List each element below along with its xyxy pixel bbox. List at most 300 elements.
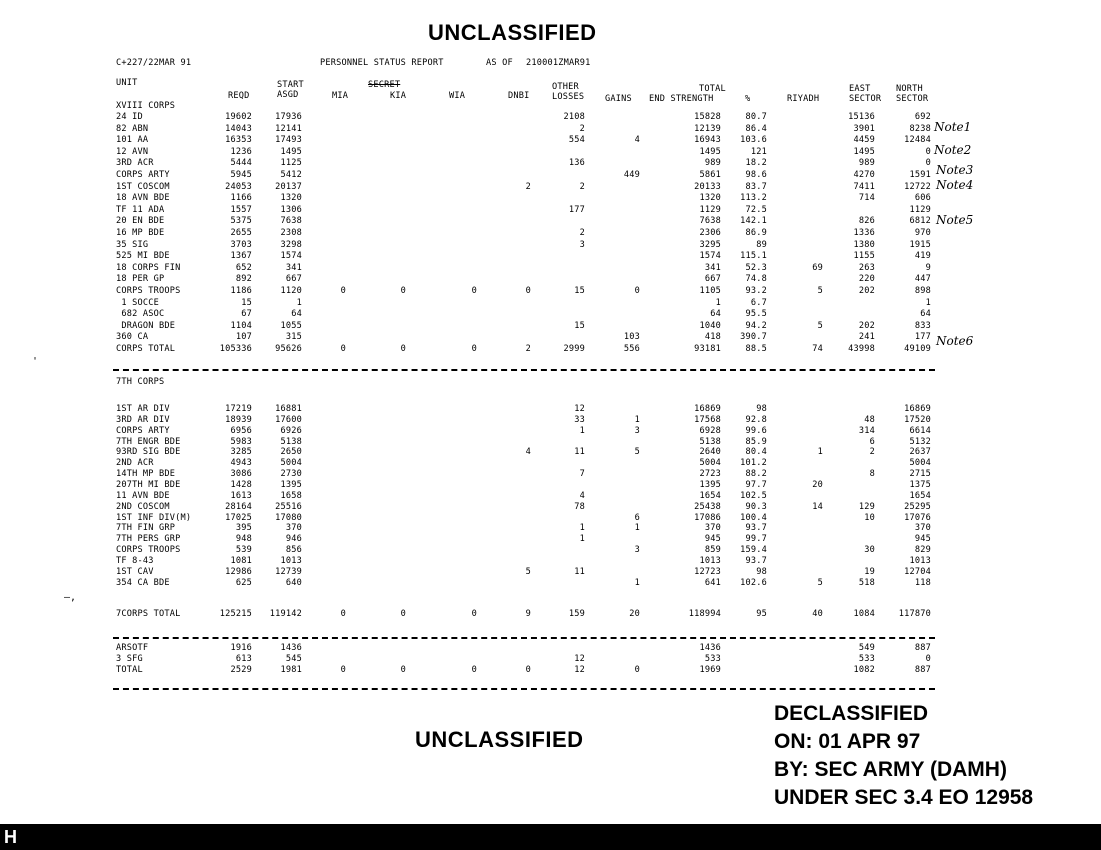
header-dnbi: DNBI — [508, 91, 530, 101]
header-reqd: REQD — [228, 91, 250, 101]
vii-row-dnbi: 4 — [525, 447, 531, 458]
xviii-row-reqd: 107 — [235, 332, 252, 343]
xviii-row-mia: 0 — [340, 286, 346, 296]
header-secret: SECRET — [368, 80, 401, 90]
xviii-row-north-sector: 1591 — [909, 170, 931, 180]
xviii-row-east-sector: 1495 — [853, 146, 875, 157]
xviii-row-riyadh: 69 — [812, 262, 823, 273]
xviii-row-dnbi: 0 — [525, 286, 531, 296]
vii-row-start-asgd: 6926 — [280, 425, 302, 436]
xviii-row-end-strength: 989 — [704, 158, 721, 169]
xviii-row-start-asgd: 3298 — [280, 239, 302, 250]
vii-row-north-sector: 2637 — [909, 447, 931, 458]
vii-total-dnbi: 9 — [525, 609, 531, 619]
xviii-row-unit: 3RD ACR — [116, 158, 154, 169]
arsotf-row-start-asgd: 545 — [285, 654, 302, 665]
vii-row-gains: 1 — [634, 577, 640, 588]
vii-row-east-sector: 314 — [858, 425, 875, 436]
arsotf-row-end-strength: 533 — [704, 654, 721, 665]
vii-row-pct: 93.7 — [745, 523, 767, 534]
vii-total-riyadh: 40 — [812, 609, 823, 619]
xviii-row-north-sector: 833 — [914, 320, 931, 331]
vii-row-end-strength: 945 — [704, 534, 721, 545]
xviii-row-north-sector: 12484 — [904, 135, 931, 146]
vii-row-start-asgd: 25516 — [275, 501, 302, 512]
xviii-row-end-strength: 1320 — [699, 193, 721, 204]
xviii-row-riyadh: 5 — [817, 320, 823, 331]
vii-row-start-asgd: 2650 — [280, 447, 302, 458]
vii-row-end-strength: 2640 — [699, 447, 721, 458]
vii-row-reqd: 12986 — [225, 566, 252, 577]
vii-row-north-sector: 829 — [914, 545, 931, 556]
handwritten-note-3: Note3 — [936, 163, 974, 177]
xviii-row-kia: 0 — [400, 344, 406, 354]
xviii-row-unit: CORPS ARTY — [116, 170, 170, 180]
xviii-row-start-asgd: 17936 — [275, 112, 302, 122]
vii-row-gains: 3 — [634, 425, 640, 436]
xviii-row-unit: 16 MP BDE — [116, 228, 165, 238]
vii-row-end-strength: 6928 — [699, 425, 721, 436]
xviii-row-unit: CORPS TOTAL — [116, 344, 176, 354]
xviii-row-reqd: 5375 — [230, 216, 252, 227]
xviii-row-east-sector: 202 — [858, 286, 875, 296]
xviii-row-start-asgd: 1320 — [280, 193, 302, 204]
xviii-row-mia: 0 — [340, 344, 346, 354]
xviii-row-unit: 101 AA — [116, 135, 149, 146]
arsotf-row-reqd: 1916 — [230, 643, 252, 653]
stamp-line-4: UNDER SEC 3.4 EO 12958 — [774, 786, 1034, 809]
vii-row-start-asgd: 856 — [285, 545, 302, 556]
stamp-line-3: BY: SEC ARMY (DAMH) — [774, 758, 1007, 781]
xviii-row-east-sector: 4270 — [853, 170, 875, 180]
vii-row-east-sector: 2 — [869, 447, 875, 458]
xviii-row-reqd: 1367 — [230, 251, 252, 262]
vii-row-pct: 159.4 — [740, 545, 767, 556]
vii-total-mia: 0 — [340, 609, 346, 619]
vii-row-end-strength: 17568 — [694, 414, 721, 425]
xviii-row-reqd: 1104 — [230, 320, 252, 331]
xviii-row-end-strength: 341 — [704, 262, 721, 273]
xviii-row-north-sector: 0 — [925, 158, 931, 169]
xviii-row-end-strength: 418 — [704, 332, 721, 343]
xviii-row-gains: 556 — [623, 344, 640, 354]
arsotf-row-kia: 0 — [400, 665, 406, 676]
xviii-row-north-sector: 898 — [914, 286, 931, 296]
arsotf-row-east-sector: 549 — [858, 643, 875, 653]
vii-row-other-losses: 1 — [579, 425, 585, 436]
vii-row-east-sector: 10 — [864, 512, 875, 523]
xviii-row-north-sector: 12722 — [904, 181, 931, 192]
xviii-row-start-asgd: 341 — [285, 262, 302, 273]
xviii-row-east-sector: 826 — [858, 216, 875, 227]
divider — [113, 688, 935, 690]
declassification-stamp — [774, 700, 1033, 812]
vii-row-pct: 102.6 — [740, 577, 767, 588]
xviii-row-reqd: 1236 — [230, 146, 252, 157]
report-as-of: 210001ZMAR91 — [526, 58, 591, 68]
vii-row-pct: 102.5 — [740, 490, 767, 501]
vii-row-other-losses: 33 — [574, 414, 585, 425]
vii-row-pct: 88.2 — [745, 469, 767, 480]
xviii-row-end-strength: 2306 — [699, 228, 721, 238]
xviii-row-end-strength: 3295 — [699, 239, 721, 250]
vii-row-start-asgd: 370 — [285, 523, 302, 534]
xviii-row-east-sector: 1155 — [853, 251, 875, 262]
vii-row-east-sector: 129 — [858, 501, 875, 512]
vii-row-other-losses: 12 — [574, 404, 585, 414]
xviii-row-pct: 83.7 — [745, 181, 767, 192]
xviii-row-unit: 82 ABN — [116, 123, 149, 134]
vii-row-pct: 100.4 — [740, 512, 767, 523]
arsotf-row-east-sector: 1082 — [853, 665, 875, 676]
stamp-line-2: ON: 01 APR 97 — [774, 730, 921, 753]
xviii-row-other-losses: 177 — [568, 204, 585, 215]
header-kia: KIA — [390, 91, 407, 101]
vii-row-riyadh: 14 — [812, 501, 823, 512]
xviii-row-reqd: 892 — [235, 274, 252, 285]
xviii-row-pct: 390.7 — [740, 332, 767, 343]
vii-row-pct: 99.6 — [745, 425, 767, 436]
xviii-row-east-sector: 263 — [858, 262, 875, 273]
header-east: EAST SECTOR — [849, 84, 882, 105]
xviii-row-unit: CORPS TROOPS — [116, 286, 181, 296]
vii-row-reqd: 5983 — [230, 436, 252, 447]
vii-row-reqd: 948 — [235, 534, 252, 545]
xviii-row-other-losses: 136 — [568, 158, 585, 169]
xviii-row-dnbi: 2 — [525, 181, 531, 192]
vii-row-north-sector: 5004 — [909, 458, 931, 469]
arsotf-row-north-sector: 887 — [914, 643, 931, 653]
xviii-row-unit: 18 AVN BDE — [116, 193, 170, 204]
xviii-row-reqd: 24053 — [225, 181, 252, 192]
header-north: NORTH SECTOR — [896, 84, 929, 105]
vii-total-north-sector: 117870 — [898, 609, 931, 619]
xviii-row-east-sector: 714 — [858, 193, 875, 204]
xviii-row-end-strength: 1105 — [699, 286, 721, 296]
vii-row-end-strength: 1013 — [699, 555, 721, 566]
vii-total-other-losses: 159 — [568, 609, 585, 619]
vii-row-north-sector: 1375 — [909, 479, 931, 490]
arsotf-row-gains: 0 — [634, 665, 640, 676]
xviii-row-reqd: 652 — [235, 262, 252, 273]
vii-row-other-losses: 1 — [579, 523, 585, 534]
vii-row-pct: 98 — [756, 404, 767, 414]
vii-row-other-losses: 11 — [574, 447, 585, 458]
xviii-row-riyadh: 5 — [817, 286, 823, 296]
vii-row-start-asgd: 640 — [285, 577, 302, 588]
vii-total-start-asgd: 119142 — [269, 609, 302, 619]
section-title-7th-corps: 7TH CORPS — [116, 377, 165, 387]
xviii-row-north-sector: 692 — [914, 112, 931, 122]
xviii-row-gains: 103 — [623, 332, 640, 343]
vii-total-east-sector: 1084 — [853, 609, 875, 619]
xviii-row-end-strength: 20133 — [694, 181, 721, 192]
xviii-row-unit: 20 EN BDE — [116, 216, 165, 227]
vii-row-gains: 1 — [634, 523, 640, 534]
vii-row-reqd: 17025 — [225, 512, 252, 523]
vii-row-start-asgd: 17600 — [275, 414, 302, 425]
vii-row-end-strength: 17086 — [694, 512, 721, 523]
vii-row-gains: 5 — [634, 447, 640, 458]
xviii-row-start-asgd: 2308 — [280, 228, 302, 238]
xviii-row-start-asgd: 1 — [296, 297, 302, 308]
vii-row-unit: 11 AVN BDE — [116, 490, 170, 501]
xviii-row-east-sector: 989 — [858, 158, 875, 169]
xviii-row-unit: 360 CA — [116, 332, 149, 343]
vii-row-unit: 7TH FIN GRP — [116, 523, 176, 534]
xviii-row-gains: 4 — [634, 135, 640, 146]
xviii-row-north-sector: 49109 — [904, 344, 931, 354]
arsotf-row-end-strength: 1969 — [699, 665, 721, 676]
vii-row-north-sector: 17076 — [904, 512, 931, 523]
vii-row-north-sector: 5132 — [909, 436, 931, 447]
xviii-row-north-sector: 1915 — [909, 239, 931, 250]
xviii-row-dnbi: 2 — [525, 344, 531, 354]
arsotf-row-end-strength: 1436 — [699, 643, 721, 653]
xviii-row-reqd: 5444 — [230, 158, 252, 169]
xviii-row-pct: 86.9 — [745, 228, 767, 238]
vii-row-reqd: 3086 — [230, 469, 252, 480]
arsotf-row-east-sector: 533 — [858, 654, 875, 665]
xviii-row-east-sector: 3901 — [853, 123, 875, 134]
xviii-row-other-losses: 3 — [579, 239, 585, 250]
vii-row-north-sector: 25295 — [904, 501, 931, 512]
vii-row-east-sector: 6 — [869, 436, 875, 447]
xviii-row-north-sector: 64 — [920, 309, 931, 320]
vii-row-riyadh: 5 — [817, 577, 823, 588]
vii-row-end-strength: 12723 — [694, 566, 721, 577]
vii-row-north-sector: 2715 — [909, 469, 931, 480]
vii-row-start-asgd: 1013 — [280, 555, 302, 566]
scan-edge-glyph: H — [4, 827, 17, 847]
xviii-row-unit: 18 CORPS FIN — [116, 262, 181, 273]
xviii-row-pct: 103.6 — [740, 135, 767, 146]
arsotf-row-start-asgd: 1436 — [280, 643, 302, 653]
vii-row-end-strength: 2723 — [699, 469, 721, 480]
handwritten-note-4: Note4 — [936, 178, 974, 192]
xviii-row-start-asgd: 1120 — [280, 286, 302, 296]
xviii-row-wia: 0 — [471, 344, 477, 354]
vii-row-north-sector: 118 — [914, 577, 931, 588]
xviii-row-pct: 88.5 — [745, 344, 767, 354]
vii-row-start-asgd: 17080 — [275, 512, 302, 523]
vii-row-start-asgd: 946 — [285, 534, 302, 545]
vii-row-reqd: 1428 — [230, 479, 252, 490]
vii-row-unit: 354 CA BDE — [116, 577, 170, 588]
xviii-row-reqd: 3703 — [230, 239, 252, 250]
xviii-row-start-asgd: 667 — [285, 274, 302, 285]
xviii-row-unit: DRAGON BDE — [116, 320, 176, 331]
xviii-row-north-sector: 606 — [914, 193, 931, 204]
handwritten-note-6: Note6 — [936, 334, 974, 348]
header-wia: WIA — [449, 91, 466, 101]
xviii-row-north-sector: 9 — [925, 262, 931, 273]
vii-row-other-losses: 4 — [579, 490, 585, 501]
vii-total-end-strength: 118994 — [688, 609, 721, 619]
vii-row-unit: 7TH ENGR BDE — [116, 436, 181, 447]
xviii-row-end-strength: 1495 — [699, 146, 721, 157]
vii-row-east-sector: 30 — [864, 545, 875, 556]
report-title: PERSONNEL STATUS REPORT — [320, 58, 444, 68]
vii-row-end-strength: 5138 — [699, 436, 721, 447]
xviii-row-east-sector: 1336 — [853, 228, 875, 238]
xviii-row-start-asgd: 7638 — [280, 216, 302, 227]
vii-row-unit: 1ST INF DIV(M) — [116, 512, 192, 523]
vii-row-north-sector: 945 — [914, 534, 931, 545]
vii-row-end-strength: 1654 — [699, 490, 721, 501]
xviii-row-other-losses: 2 — [579, 181, 585, 192]
xviii-row-east-sector: 15136 — [848, 112, 875, 122]
xviii-row-north-sector: 8238 — [909, 123, 931, 134]
xviii-row-north-sector: 1129 — [909, 204, 931, 215]
header-total: TOTAL — [699, 84, 726, 94]
xviii-row-start-asgd: 1125 — [280, 158, 302, 169]
vii-row-reqd: 625 — [235, 577, 252, 588]
vii-row-reqd: 395 — [235, 523, 252, 534]
classification-banner-top: UNCLASSIFIED — [428, 20, 597, 45]
section-title-xviii-corps: XVIII CORPS — [116, 101, 176, 111]
vii-row-reqd: 18939 — [225, 414, 252, 425]
xviii-row-pct: 113.2 — [740, 193, 767, 204]
vii-row-pct: 80.4 — [745, 447, 767, 458]
header-pct: % — [745, 94, 751, 104]
handwritten-note-2: Note2 — [934, 143, 972, 157]
xviii-row-pct: 6.7 — [750, 297, 767, 308]
xviii-row-reqd: 1166 — [230, 193, 252, 204]
vii-row-riyadh: 1 — [817, 447, 823, 458]
xviii-row-reqd: 19602 — [225, 112, 252, 122]
xviii-row-pct: 52.3 — [745, 262, 767, 273]
vii-row-unit: CORPS TROOPS — [116, 545, 181, 556]
xviii-row-reqd: 105336 — [219, 344, 252, 354]
vii-total-unit: 7CORPS TOTAL — [116, 609, 181, 619]
vii-row-east-sector: 48 — [864, 414, 875, 425]
xviii-row-start-asgd: 1055 — [280, 320, 302, 331]
vii-row-unit: 14TH MP BDE — [116, 469, 176, 480]
arsotf-row-unit: 3 SFG — [116, 654, 143, 665]
xviii-row-north-sector: 6812 — [909, 216, 931, 227]
vii-row-unit: 1ST CAV — [116, 566, 154, 577]
vii-row-north-sector: 17520 — [904, 414, 931, 425]
handwritten-note-5: Note5 — [936, 213, 974, 227]
header-gains: GAINS — [605, 94, 632, 104]
xviii-row-start-asgd: 1306 — [280, 204, 302, 215]
xviii-row-north-sector: 1 — [925, 297, 931, 308]
header-other: OTHER LOSSES — [552, 82, 585, 103]
vii-total-gains: 20 — [629, 609, 640, 619]
xviii-row-north-sector: 447 — [914, 274, 931, 285]
vii-row-gains: 3 — [634, 545, 640, 556]
vii-row-start-asgd: 1395 — [280, 479, 302, 490]
vii-row-pct: 98 — [756, 566, 767, 577]
report-as-of-label: AS OF — [486, 58, 513, 68]
xviii-row-unit: 24 ID — [116, 112, 143, 122]
vii-row-north-sector: 1013 — [909, 555, 931, 566]
xviii-row-east-sector: 1380 — [853, 239, 875, 250]
xviii-row-other-losses: 554 — [568, 135, 585, 146]
xviii-row-start-asgd: 17493 — [275, 135, 302, 146]
xviii-row-unit: TF 11 ADA — [116, 204, 165, 215]
header-end: END STRENGTH — [649, 94, 714, 104]
vii-row-north-sector: 6614 — [909, 425, 931, 436]
xviii-row-start-asgd: 12141 — [275, 123, 302, 134]
vii-row-pct: 99.7 — [745, 534, 767, 545]
xviii-row-start-asgd: 315 — [285, 332, 302, 343]
xviii-row-start-asgd: 95626 — [275, 344, 302, 354]
xviii-row-start-asgd: 1495 — [280, 146, 302, 157]
xviii-row-other-losses: 2999 — [563, 344, 585, 354]
margin-mark: ' — [32, 356, 39, 367]
vii-row-end-strength: 370 — [704, 523, 721, 534]
xviii-row-reqd: 16353 — [225, 135, 252, 146]
xviii-row-unit: 525 MI BDE — [116, 251, 170, 262]
vii-row-end-strength: 5004 — [699, 458, 721, 469]
vii-row-start-asgd: 1658 — [280, 490, 302, 501]
xviii-row-reqd: 1557 — [230, 204, 252, 215]
vii-total-wia: 0 — [471, 609, 477, 619]
xviii-row-pct: 18.2 — [745, 158, 767, 169]
vii-row-pct: 92.8 — [745, 414, 767, 425]
header-start: START ASGD — [277, 80, 304, 101]
vii-row-pct: 90.3 — [745, 501, 767, 512]
divider — [113, 369, 935, 371]
xviii-row-north-sector: 177 — [914, 332, 931, 343]
vii-total-reqd: 125215 — [219, 609, 252, 619]
vii-row-end-strength: 25438 — [694, 501, 721, 512]
xviii-row-pct: 89 — [756, 239, 767, 250]
vii-row-pct: 97.7 — [745, 479, 767, 490]
xviii-row-end-strength: 16943 — [694, 135, 721, 146]
arsotf-row-other-losses: 12 — [574, 654, 585, 665]
xviii-row-east-sector: 4459 — [853, 135, 875, 146]
xviii-row-pct: 80.7 — [745, 112, 767, 122]
xviii-row-reqd: 1186 — [230, 286, 252, 296]
vii-row-reqd: 3285 — [230, 447, 252, 458]
xviii-row-reqd: 2655 — [230, 228, 252, 238]
arsotf-row-reqd: 2529 — [230, 665, 252, 676]
vii-row-unit: 7TH PERS GRP — [116, 534, 181, 545]
stamp-line-1: DECLASSIFIED — [774, 702, 929, 725]
xviii-row-unit: 1ST COSCOM — [116, 181, 170, 192]
divider — [113, 637, 935, 639]
xviii-row-wia: 0 — [471, 286, 477, 296]
xviii-row-riyadh: 74 — [812, 344, 823, 354]
xviii-row-unit: 682 ASOC — [116, 309, 165, 320]
xviii-row-pct: 98.6 — [745, 170, 767, 180]
report-day: C+227/22MAR 91 — [116, 58, 192, 68]
arsotf-row-unit: TOTAL — [116, 665, 143, 676]
xviii-row-pct: 121 — [750, 146, 767, 157]
vii-total-pct: 95 — [756, 609, 767, 619]
xviii-row-kia: 0 — [400, 286, 406, 296]
vii-row-pct: 101.2 — [740, 458, 767, 469]
arsotf-row-dnbi: 0 — [525, 665, 531, 676]
vii-row-pct: 85.9 — [745, 436, 767, 447]
vii-row-end-strength: 16869 — [694, 404, 721, 414]
vii-row-unit: 2ND ACR — [116, 458, 154, 469]
arsotf-row-reqd: 613 — [235, 654, 252, 665]
xviii-row-reqd: 15 — [241, 297, 252, 308]
xviii-row-reqd: 67 — [241, 309, 252, 320]
vii-row-unit: 2ND COSCOM — [116, 501, 170, 512]
xviii-row-start-asgd: 20137 — [275, 181, 302, 192]
xviii-row-north-sector: 0 — [925, 146, 931, 157]
header-riyadh: RIYADH — [787, 94, 820, 104]
vii-row-unit: CORPS ARTY — [116, 425, 170, 436]
vii-row-unit: 207TH MI BDE — [116, 479, 181, 490]
vii-row-north-sector: 370 — [914, 523, 931, 534]
xviii-row-reqd: 14043 — [225, 123, 252, 134]
